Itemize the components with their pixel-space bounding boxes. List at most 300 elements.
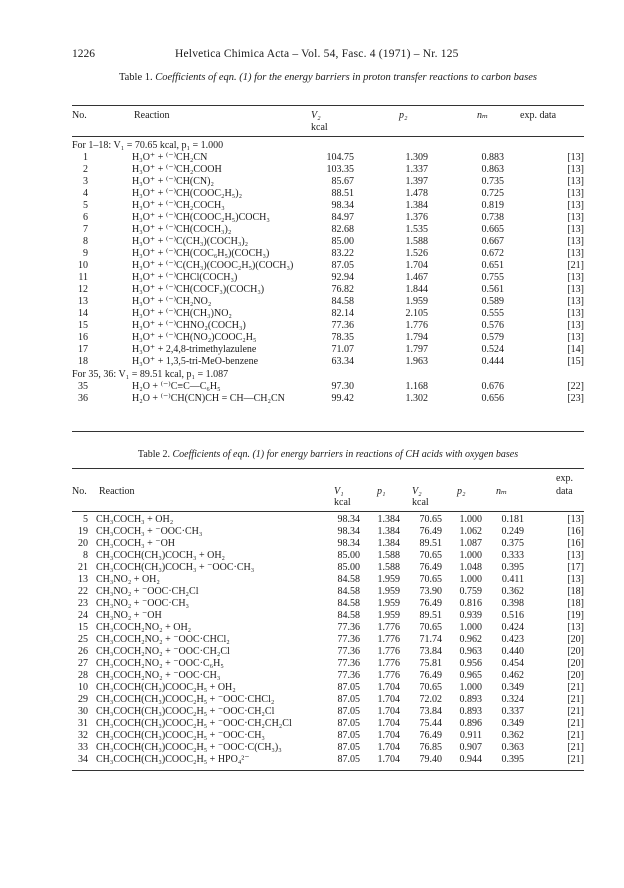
cell-no: 35 — [78, 381, 88, 392]
cell-reaction: CH₃NO₂ + ⁻OOC·CH₂Cl — [96, 586, 199, 597]
table-row — [72, 344, 584, 356]
cell-nm: 0.524 — [481, 344, 504, 355]
cell-exp: [18] — [567, 598, 584, 609]
t2-col-v2: V₂ — [412, 486, 422, 497]
cell-exp: [21] — [567, 754, 584, 765]
t1-col-v2-unit: kcal — [311, 122, 328, 133]
cell-reaction: CH₃COCH₂NO₂ + ⁻OOC·CHCl₂ — [96, 634, 230, 645]
t1-col-v2: V₂ — [311, 110, 321, 121]
cell-reaction: CH₃NO₂ + OH₂ — [96, 574, 160, 585]
cell-v1: 87.05 — [337, 754, 360, 765]
table-row — [72, 646, 584, 658]
cell-no: 15 — [78, 320, 88, 331]
t2-col-exp-a: exp. — [556, 473, 573, 484]
cell-reaction: H₃O⁺ + ⁽⁻⁾C(CH₃)(COOC₂H₅)(COCH₃) — [132, 260, 294, 271]
table-row — [72, 634, 584, 646]
cell-nm: 0.576 — [481, 320, 504, 331]
cell-reaction: H₃O⁺ + 2,4,8-trimethylazulene — [132, 344, 257, 355]
cell-nm: 0.735 — [481, 176, 504, 187]
cell-v2: 87.05 — [331, 260, 354, 271]
table1-top-rule — [72, 105, 584, 106]
cell-nm: 0.738 — [481, 212, 504, 223]
cell-exp: [21] — [567, 706, 584, 717]
cell-reaction: H₃O⁺ + ⁽⁻⁾CH(COCH₃)₂ — [132, 224, 232, 235]
cell-exp: [13] — [567, 574, 584, 585]
cell-no: 31 — [78, 718, 88, 729]
cell-exp: [20] — [567, 658, 584, 669]
cell-v2: 88.51 — [331, 188, 354, 199]
cell-v2: 104.75 — [326, 152, 354, 163]
cell-no: 13 — [78, 574, 88, 585]
cell-p1: 1.384 — [377, 526, 400, 537]
cell-p2: 0.963 — [459, 646, 482, 657]
table-row — [72, 586, 584, 598]
cell-exp: [21] — [567, 694, 584, 705]
cell-v2: 79.40 — [419, 754, 442, 765]
cell-p2: 1.337 — [405, 164, 428, 175]
table-row — [72, 742, 584, 754]
table1-group-label: For 1–18: V₁ = 70.65 kcal, p₁ = 1.000 — [72, 140, 224, 151]
table2-top-rule — [72, 468, 584, 469]
cell-v1: 77.36 — [337, 670, 360, 681]
cell-reaction: H₃O⁺ + ⁽⁻⁾CH(COOC₂H₅)₂ — [132, 188, 243, 199]
cell-exp: [21] — [567, 718, 584, 729]
table2-bottom-rule — [72, 770, 584, 771]
cell-v1: 98.34 — [337, 526, 360, 537]
running-title: Helvetica Chimica Acta – Vol. 54, Fasc. 4 (1971) – Nr. 125 — [175, 48, 459, 60]
cell-p1: 1.776 — [377, 622, 400, 633]
cell-v1: 84.58 — [337, 610, 360, 621]
cell-no: 16 — [78, 332, 88, 343]
table-row — [72, 308, 584, 320]
cell-p2: 1.797 — [405, 344, 428, 355]
cell-v2: 76.85 — [419, 742, 442, 753]
cell-p1: 1.776 — [377, 634, 400, 645]
cell-p2: 0.893 — [459, 694, 482, 705]
cell-p2: 1.704 — [405, 260, 428, 271]
table-row — [72, 381, 584, 393]
cell-reaction: CH₃COCH(CH₃)COOC₂H₅ + ⁻OOC·CHCl₂ — [96, 694, 275, 705]
t1-col-no: No. — [72, 110, 87, 121]
cell-p1: 1.588 — [377, 550, 400, 561]
cell-v2: 76.49 — [419, 526, 442, 537]
cell-p1: 1.776 — [377, 670, 400, 681]
cell-exp: [20] — [567, 646, 584, 657]
table-row — [72, 730, 584, 742]
table-row — [72, 718, 584, 730]
cell-p1: 1.704 — [377, 706, 400, 717]
cell-no: 5 — [83, 514, 88, 525]
cell-p2: 0.816 — [459, 598, 482, 609]
table-row — [72, 320, 584, 332]
cell-exp: [21] — [567, 682, 584, 693]
cell-no: 36 — [78, 393, 88, 404]
cell-nm: 0.398 — [501, 598, 524, 609]
cell-nm: 0.589 — [481, 296, 504, 307]
cell-p2: 1.384 — [405, 200, 428, 211]
cell-exp: [16] — [567, 538, 584, 549]
cell-no: 6 — [83, 212, 88, 223]
cell-reaction: CH₃COCH₂NO₂ + ⁻OOC·C₆H₅ — [96, 658, 224, 669]
cell-no: 26 — [78, 646, 88, 657]
cell-p2: 1.000 — [459, 682, 482, 693]
table-row — [72, 538, 584, 550]
table1-body — [72, 139, 584, 405]
cell-exp: [21] — [567, 742, 584, 753]
cell-v1: 87.05 — [337, 706, 360, 717]
cell-exp: [23] — [567, 393, 584, 404]
cell-v1: 84.58 — [337, 598, 360, 609]
cell-reaction: CH₃COCH₃ + ⁻OOC·CH₃ — [96, 526, 203, 537]
cell-reaction: CH₃COCH(CH₃)COOC₂H₅ + ⁻OOC·C(CH₃)₃ — [96, 742, 282, 753]
table2-body — [72, 514, 584, 766]
cell-reaction: H₃O⁺ + ⁽⁻⁾CH(COCF₃)(COCH₃) — [132, 284, 265, 295]
cell-p2: 1.168 — [405, 381, 428, 392]
cell-p2: 1.535 — [405, 224, 428, 235]
cell-reaction: CH₃COCH(CH₃)COOC₂H₅ + ⁻OOC·CH₂CH₂Cl — [96, 718, 292, 729]
table-row — [72, 152, 584, 164]
table-row — [72, 224, 584, 236]
cell-v2: 99.42 — [331, 393, 354, 404]
cell-p1: 1.704 — [377, 754, 400, 765]
cell-no: 22 — [78, 586, 88, 597]
cell-v1: 84.58 — [337, 574, 360, 585]
cell-p1: 1.384 — [377, 538, 400, 549]
cell-no: 10 — [78, 260, 88, 271]
t2-col-nm: nₘ — [496, 486, 508, 497]
cell-v2: 89.51 — [419, 538, 442, 549]
cell-no: 20 — [78, 538, 88, 549]
table1-label: Table 1. — [118, 72, 153, 83]
table-row — [72, 260, 584, 272]
cell-v2: 84.97 — [331, 212, 354, 223]
cell-reaction: CH₃COCH₂NO₂ + ⁻OOC·CH₂Cl — [96, 646, 230, 657]
cell-no: 4 — [83, 188, 88, 199]
t1-col-p2: p₂ — [399, 110, 408, 121]
cell-reaction: H₂O + ⁽⁻⁾C≡C—C₆H₅ — [132, 381, 221, 392]
cell-no: 8 — [83, 236, 88, 247]
cell-reaction: H₃O⁺ + ⁽⁻⁾C(CH₃)(COCH₃)₂ — [132, 236, 249, 247]
table-row — [72, 610, 584, 622]
cell-v1: 87.05 — [337, 730, 360, 741]
cell-exp: [16] — [567, 526, 584, 537]
cell-reaction: H₃O⁺ + ⁽⁻⁾CHNO₂(COCH₃) — [132, 320, 246, 331]
cell-exp: [13] — [567, 284, 584, 295]
cell-nm: 0.454 — [501, 658, 524, 669]
cell-nm: 0.249 — [501, 526, 524, 537]
cell-exp: [13] — [567, 332, 584, 343]
t2-col-reaction: Reaction — [99, 486, 135, 497]
cell-no: 10 — [78, 682, 88, 693]
cell-exp: [13] — [567, 272, 584, 283]
cell-v2: 73.84 — [419, 646, 442, 657]
cell-nm: 0.333 — [501, 550, 524, 561]
cell-nm: 0.883 — [481, 152, 504, 163]
cell-reaction: H₃O⁺ + ⁽⁻⁾CH₂NO₂ — [132, 296, 212, 307]
cell-nm: 0.656 — [481, 393, 504, 404]
table-row — [72, 248, 584, 260]
cell-p2: 1.302 — [405, 393, 428, 404]
t2-col-v2-unit: kcal — [412, 497, 429, 508]
cell-v2: 76.49 — [419, 670, 442, 681]
cell-v2: 89.51 — [419, 610, 442, 621]
cell-reaction: H₃O⁺ + ⁽⁻⁾CH(CH₃)NO₂ — [132, 308, 232, 319]
cell-nm: 0.349 — [501, 718, 524, 729]
cell-reaction: H₃O⁺ + ⁽⁻⁾CH(COOC₂H₅)COCH₃ — [132, 212, 270, 223]
table1-caption-text: Coefficients of eqn. (1) for the energy barriers in proton transfer reactions to carbon bases — [155, 72, 538, 83]
cell-no: 3 — [83, 176, 88, 187]
cell-reaction: H₃O⁺ + ⁽⁻⁾CH₂CN — [132, 152, 208, 163]
cell-v2: 76.49 — [419, 562, 442, 573]
cell-nm: 0.349 — [501, 682, 524, 693]
cell-v1: 77.36 — [337, 646, 360, 657]
cell-p2: 1.526 — [405, 248, 428, 259]
cell-reaction: CH₃COCH₃ + OH₂ — [96, 514, 174, 525]
cell-exp: [15] — [567, 356, 584, 367]
cell-v2: 63.34 — [331, 356, 354, 367]
cell-nm: 0.324 — [501, 694, 524, 705]
cell-v2: 77.36 — [331, 320, 354, 331]
cell-nm: 0.362 — [501, 730, 524, 741]
cell-nm: 0.375 — [501, 538, 524, 549]
cell-no: 18 — [78, 356, 88, 367]
cell-p2: 0.939 — [459, 610, 482, 621]
cell-v2: 75.44 — [419, 718, 442, 729]
table1-header — [72, 108, 584, 134]
table2-header-rule — [72, 511, 584, 512]
cell-nm: 0.362 — [501, 586, 524, 597]
cell-no: 1 — [83, 152, 88, 163]
t2-col-no: No. — [72, 486, 87, 497]
table1-group-label: For 35, 36: V₁ = 89.51 kcal, p₁ = 1.087 — [72, 369, 229, 380]
cell-nm: 0.440 — [501, 646, 524, 657]
cell-nm: 0.337 — [501, 706, 524, 717]
cell-reaction: H₃O⁺ + ⁽⁻⁾CH(CN)₂ — [132, 176, 214, 187]
table-row — [72, 164, 584, 176]
table-row — [72, 356, 584, 368]
cell-no: 23 — [78, 598, 88, 609]
cell-nm: 0.725 — [481, 188, 504, 199]
table-row — [72, 393, 584, 405]
cell-v2: 71.07 — [331, 344, 354, 355]
cell-p2: 0.759 — [459, 586, 482, 597]
table1-caption — [72, 70, 584, 85]
table-row — [72, 200, 584, 212]
cell-v1: 77.36 — [337, 658, 360, 669]
cell-nm: 0.819 — [481, 200, 504, 211]
table-row — [72, 682, 584, 694]
cell-v2: 98.34 — [331, 200, 354, 211]
cell-no: 32 — [78, 730, 88, 741]
cell-nm: 0.423 — [501, 634, 524, 645]
table-row — [72, 706, 584, 718]
cell-p2: 0.907 — [459, 742, 482, 753]
cell-exp: [13] — [567, 550, 584, 561]
cell-p2: 0.965 — [459, 670, 482, 681]
cell-exp: [19] — [567, 610, 584, 621]
cell-p2: 1.062 — [459, 526, 482, 537]
cell-p2: 1.397 — [405, 176, 428, 187]
cell-p1: 1.384 — [377, 514, 400, 525]
cell-v1: 87.05 — [337, 718, 360, 729]
cell-no: 7 — [83, 224, 88, 235]
cell-p2: 1.000 — [459, 550, 482, 561]
t1-col-reaction: Reaction — [134, 110, 170, 121]
cell-nm: 0.579 — [481, 332, 504, 343]
cell-p1: 1.959 — [377, 574, 400, 585]
cell-p1: 1.704 — [377, 694, 400, 705]
cell-no: 34 — [78, 754, 88, 765]
page-number: 1226 — [72, 48, 95, 60]
cell-p1: 1.704 — [377, 730, 400, 741]
cell-v2: 73.84 — [419, 706, 442, 717]
cell-v2: 76.49 — [419, 598, 442, 609]
cell-nm: 0.555 — [481, 308, 504, 319]
cell-p1: 1.959 — [377, 610, 400, 621]
cell-p2: 1.467 — [405, 272, 428, 283]
cell-v2: 70.65 — [419, 682, 442, 693]
t2-col-p1: p₁ — [377, 486, 386, 497]
cell-exp: [21] — [567, 730, 584, 741]
cell-reaction: CH₃COCH(CH₃)COCH₃ + OH₂ — [96, 550, 226, 561]
cell-nm: 0.755 — [481, 272, 504, 283]
cell-v1: 98.34 — [337, 514, 360, 525]
cell-nm: 0.651 — [481, 260, 504, 271]
cell-exp: [20] — [567, 670, 584, 681]
cell-v1: 87.05 — [337, 694, 360, 705]
cell-v2: 70.65 — [419, 574, 442, 585]
cell-no: 27 — [78, 658, 88, 669]
cell-v2: 92.94 — [331, 272, 354, 283]
table-row — [72, 550, 584, 562]
cell-v2: 85.67 — [331, 176, 354, 187]
cell-p2: 1.376 — [405, 212, 428, 223]
cell-nm: 0.516 — [501, 610, 524, 621]
table2-caption — [72, 447, 584, 462]
table2-label: Table 2. — [137, 449, 170, 460]
cell-exp: [13] — [567, 188, 584, 199]
cell-v2: 83.22 — [331, 248, 354, 259]
cell-reaction: CH₃COCH₂NO₂ + ⁻OOC·CH₃ — [96, 670, 221, 681]
cell-p1: 1.588 — [377, 562, 400, 573]
t1-col-nm: nₘ — [477, 110, 489, 121]
cell-p2: 1.087 — [459, 538, 482, 549]
cell-no: 17 — [78, 344, 88, 355]
cell-v2: 85.00 — [331, 236, 354, 247]
cell-p2: 0.896 — [459, 718, 482, 729]
cell-reaction: CH₃COCH(CH₃)COCH₃ + ⁻OOC·CH₃ — [96, 562, 255, 573]
table-row — [72, 658, 584, 670]
cell-p2: 1.048 — [459, 562, 482, 573]
cell-no: 21 — [78, 562, 88, 573]
cell-p2: 1.000 — [459, 574, 482, 585]
cell-reaction: H₃O⁺ + 1,3,5-tri-MeO-benzene — [132, 356, 259, 367]
cell-reaction: CH₃COCH₂NO₂ + OH₂ — [96, 622, 192, 633]
cell-exp: [13] — [567, 236, 584, 247]
cell-p2: 1.794 — [405, 332, 428, 343]
cell-v2: 103.35 — [326, 164, 354, 175]
table1-bottom-rule — [72, 431, 584, 432]
cell-v1: 87.05 — [337, 742, 360, 753]
cell-reaction: CH₃COCH(CH₃)COOC₂H₅ + ⁻OOC·CH₂Cl — [96, 706, 275, 717]
cell-p2: 1.588 — [405, 236, 428, 247]
cell-no: 30 — [78, 706, 88, 717]
cell-v1: 98.34 — [337, 538, 360, 549]
cell-v2: 70.65 — [419, 514, 442, 525]
cell-no: 13 — [78, 296, 88, 307]
cell-reaction: CH₃COCH(CH₃)COOC₂H₅ + OH₂ — [96, 682, 236, 693]
table2-header — [72, 470, 584, 508]
cell-p1: 1.776 — [377, 646, 400, 657]
cell-exp: [13] — [567, 248, 584, 259]
cell-no: 11 — [78, 272, 88, 283]
cell-p2: 0.911 — [459, 730, 482, 741]
cell-reaction: H₃O⁺ + ⁽⁻⁾CH(NO₂)COOC₂H₅ — [132, 332, 257, 343]
cell-nm: 0.561 — [481, 284, 504, 295]
cell-reaction: H₃O⁺ + ⁽⁻⁾CH₂COOH — [132, 164, 222, 175]
cell-p2: 1.478 — [405, 188, 428, 199]
table-row — [72, 332, 584, 344]
table-row — [72, 176, 584, 188]
cell-no: 29 — [78, 694, 88, 705]
cell-p2: 0.944 — [459, 754, 482, 765]
cell-no: 33 — [78, 742, 88, 753]
cell-exp: [13] — [567, 176, 584, 187]
cell-exp: [13] — [567, 152, 584, 163]
table2-caption-text: Coefficients of eqn. (1) for energy barriers in reactions of CH acids with oxygen bases — [172, 449, 519, 460]
cell-v2: 76.49 — [419, 730, 442, 741]
cell-p2: 0.956 — [459, 658, 482, 669]
cell-nm: 0.395 — [501, 562, 524, 573]
cell-exp: [13] — [567, 296, 584, 307]
cell-v1: 87.05 — [337, 682, 360, 693]
cell-no: 12 — [78, 284, 88, 295]
cell-v2: 71.74 — [419, 634, 442, 645]
table-row — [72, 514, 584, 526]
t2-col-p2: p₂ — [457, 486, 466, 497]
cell-v2: 76.82 — [331, 284, 354, 295]
cell-reaction: H₃O⁺ + ⁽⁻⁾CH(COC₆H₅)(COCH₃) — [132, 248, 270, 259]
cell-exp: [13] — [567, 212, 584, 223]
cell-p2: 1.776 — [405, 320, 428, 331]
table-row — [72, 670, 584, 682]
cell-no: 5 — [83, 200, 88, 211]
cell-no: 9 — [83, 248, 88, 259]
cell-reaction: H₃O⁺ + ⁽⁻⁾CH₂COCH₃ — [132, 200, 225, 211]
cell-v2: 73.90 — [419, 586, 442, 597]
cell-v1: 77.36 — [337, 634, 360, 645]
cell-nm: 0.181 — [501, 514, 524, 525]
cell-exp: [13] — [567, 514, 584, 525]
cell-v2: 97.30 — [331, 381, 354, 392]
table-row — [72, 212, 584, 224]
cell-v1: 84.58 — [337, 586, 360, 597]
cell-v2: 70.65 — [419, 550, 442, 561]
cell-v2: 78.35 — [331, 332, 354, 343]
cell-reaction: H₃O⁺ + ⁽⁻⁾CHCl(COCH₃) — [132, 272, 238, 283]
cell-exp: [13] — [567, 224, 584, 235]
cell-nm: 0.667 — [481, 236, 504, 247]
cell-exp: [17] — [567, 562, 584, 573]
cell-v2: 82.68 — [331, 224, 354, 235]
cell-reaction: CH₃NO₂ + ⁻OOC·CH₃ — [96, 598, 190, 609]
table1-header-rule — [72, 136, 584, 137]
cell-nm: 0.863 — [481, 164, 504, 175]
cell-v2: 70.65 — [419, 622, 442, 633]
cell-exp: [20] — [567, 634, 584, 645]
table-row — [72, 272, 584, 284]
cell-no: 8 — [83, 550, 88, 561]
